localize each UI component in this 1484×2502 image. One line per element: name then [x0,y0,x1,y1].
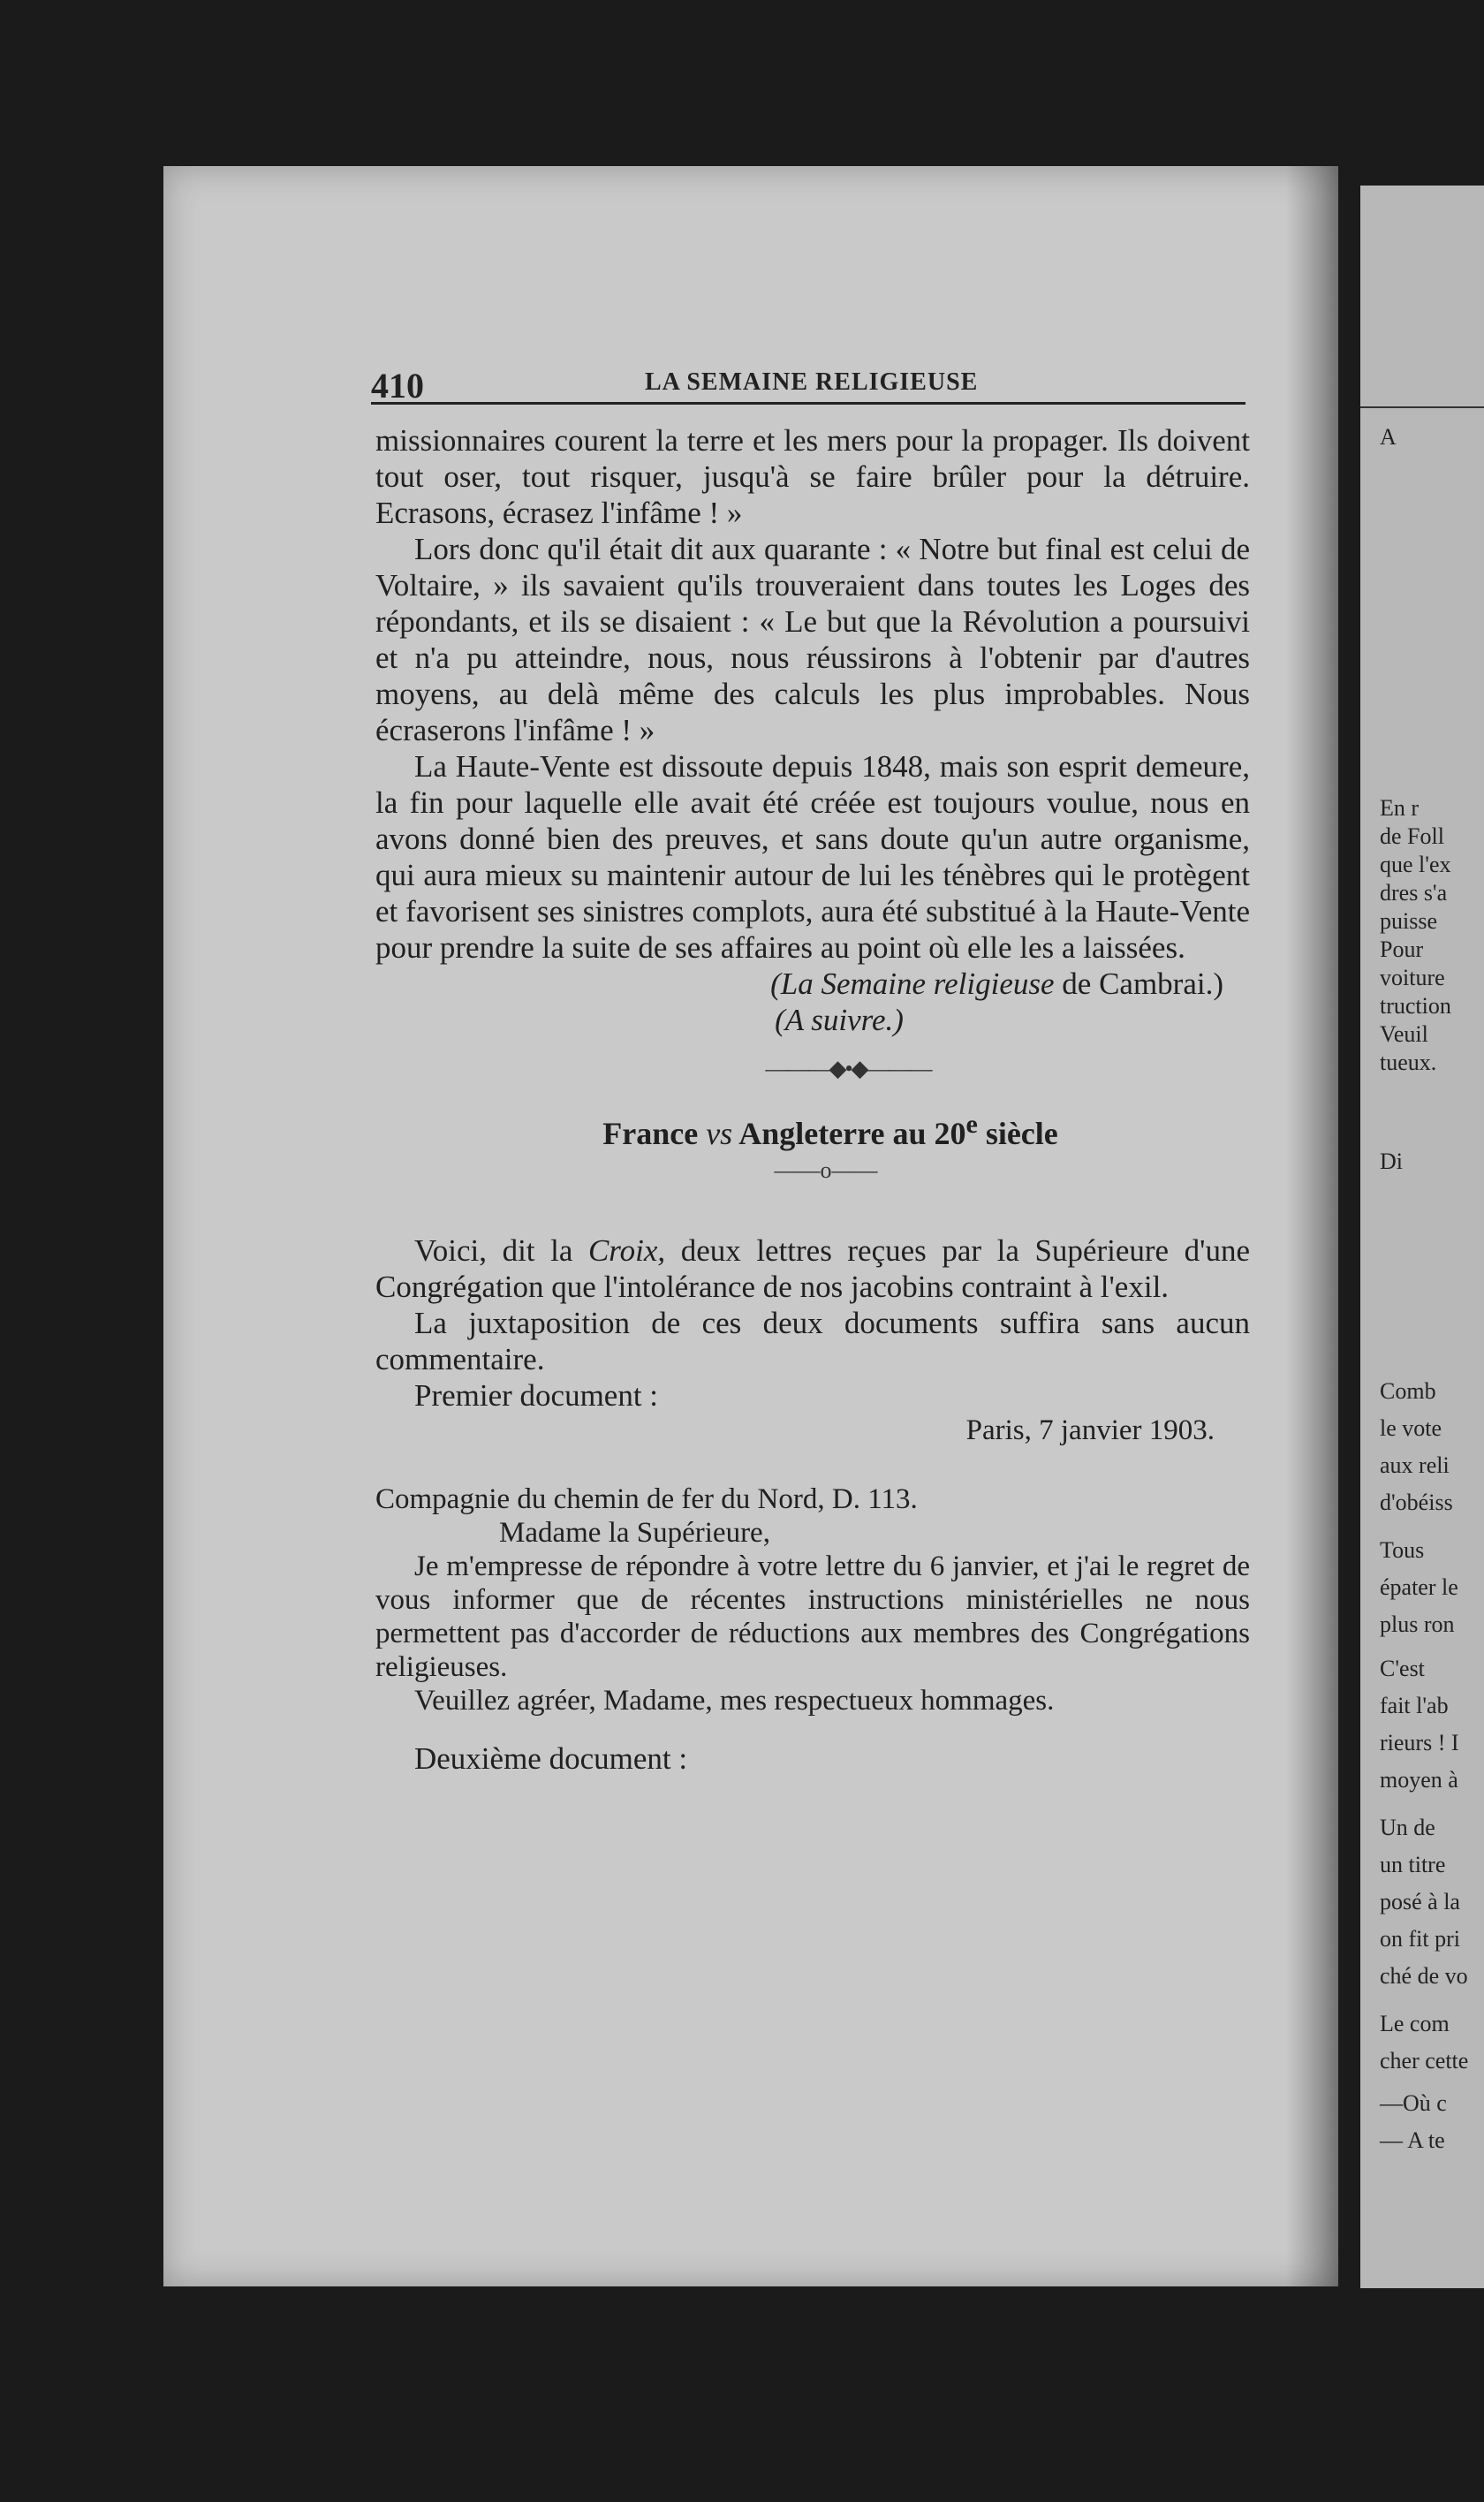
source-name: (La Semaine religieuse [770,967,1055,1001]
second-document-label: Deuxième document : [414,1741,688,1776]
section-title: France vs Angleterre au 20e siècle [602,1110,1058,1151]
letter-salutation: Madame la Supérieure, [499,1517,770,1549]
letter-body: Je m'empresse de répondre à votre lettre du 6 janvier, et j'ai le regret de vous informer que de récentes instructions ministérielles ne nous permettent pas d'accorder de réductions aux membres des Congrégations religieuses. [375,1550,1250,1683]
neighbor-line: on fit pri [1380,1926,1460,1952]
neighbor-line: Di [1380,1149,1403,1174]
intro-paragraph: Premier document : [414,1378,659,1413]
letter-date: Paris, 7 janvier 1903. [965,1414,1215,1446]
letter-closing: Veuillez agréer, Madame, mes respectueux hommages. [414,1685,1055,1717]
neighbor-line: Un de [1380,1815,1435,1840]
to-follow-note: (A suivre.) [775,1003,904,1037]
neighbor-line: Comb [1380,1378,1436,1404]
neighbor-line: dres s'a [1380,880,1448,906]
neighbor-line: puisse [1380,908,1437,934]
neighbor-line: C'est [1380,1656,1425,1681]
neighbor-line: un titre [1380,1852,1446,1877]
page-number: 410 [371,366,424,406]
neighbor-line: — A te [1380,2127,1445,2153]
neighbor-line: En r [1380,795,1420,821]
neighbor-header-rule [1360,406,1484,408]
neighbor-line: le vote [1380,1415,1442,1441]
letter-company: Compagnie du chemin de fer du Nord, D. 113. [375,1483,918,1515]
neighbor-line: cher cette [1380,2048,1469,2074]
neighbor-line: fait l'ab [1380,1693,1449,1718]
paragraph: La Haute-Vente est dissoute depuis 1848, mais son esprit demeure, la fin pour laquelle elle avait été créée est toujours voulue, nous en avons donné bien des preuves, et sans doute qu'un autre organisme, qui aura mieux su maintenir autour de lui les ténèbres qui le protègent et favorisent ses sinistres complots, aura été substitué à la Haute-Vente pour prendre la suite de ses affaires au point où elle les a laissées. [375,749,1250,965]
letter [375,1414,1250,1717]
intro-paragraph: Voici, dit la Croix, deux lettres reçues par la Supérieure d'une Congrégation que l'intolérance de nos jacobins contraint à l'exil. [375,1233,1250,1304]
neighbor-line: —Où c [1380,2090,1447,2116]
neighbor-page-fragment [1360,186,1484,2288]
neighbor-line: aux reli [1380,1452,1450,1478]
neighbor-line: épater le [1380,1574,1458,1600]
paragraph: Lors donc qu'il était dit aux quarante : « Notre but final est celui de Voltaire, » ils savaient qu'ils trouveraient dans toutes les Loges des répondants, et ils se disaient : « Le but que la Révolution a poursuivi et n'a pu atteindre, nous, nous réussirons à l'obtenir par d'autres moyens, au delà même des calculs les plus improbables. Nous écraserons l'infâme ! » [375,532,1250,747]
neighbor-line: plus ron [1380,1611,1455,1637]
neighbor-line: rieurs ! I [1380,1730,1459,1755]
source-attribution [375,966,1250,1002]
article-body [375,422,1250,1777]
source-place: de Cambrai.) [1054,967,1223,1001]
neighbor-line: Le com [1380,2011,1450,2036]
neighbor-line: Pour [1380,936,1424,962]
neighbor-line: posé à la [1380,1889,1460,1914]
neighbor-line: A [1380,424,1397,450]
small-ornament: ——o—— [774,1157,878,1183]
page-header [371,358,1246,405]
intro-paragraph: La juxtaposition de ces deux documents suffira sans aucun commentaire. [375,1306,1250,1376]
neighbor-line: d'obéiss [1380,1490,1453,1515]
neighbor-line: Veuil [1380,1021,1428,1047]
paragraph: missionnaires courent la terre et les mers pour la propager. Ils doivent tout oser, tout risquer, jusqu'à se faire brûler pour la détruire. Ecrasons, écrasez l'infâme ! » [375,423,1250,530]
neighbor-line: tueux. [1380,1050,1437,1075]
ornamental-rule: ———◆•◆——— [765,1056,931,1081]
neighbor-line: Tous [1380,1537,1425,1563]
neighbor-line: moyen à [1380,1767,1458,1793]
neighbor-line: truction [1380,993,1451,1019]
neighbor-line: voiture [1380,965,1445,990]
neighbor-line: ché de vo [1380,1963,1468,1989]
running-title: LA SEMAINE RELIGIEUSE [645,368,979,396]
neighbor-line: que l'ex [1380,852,1451,877]
neighbor-line: de Foll [1380,823,1444,849]
